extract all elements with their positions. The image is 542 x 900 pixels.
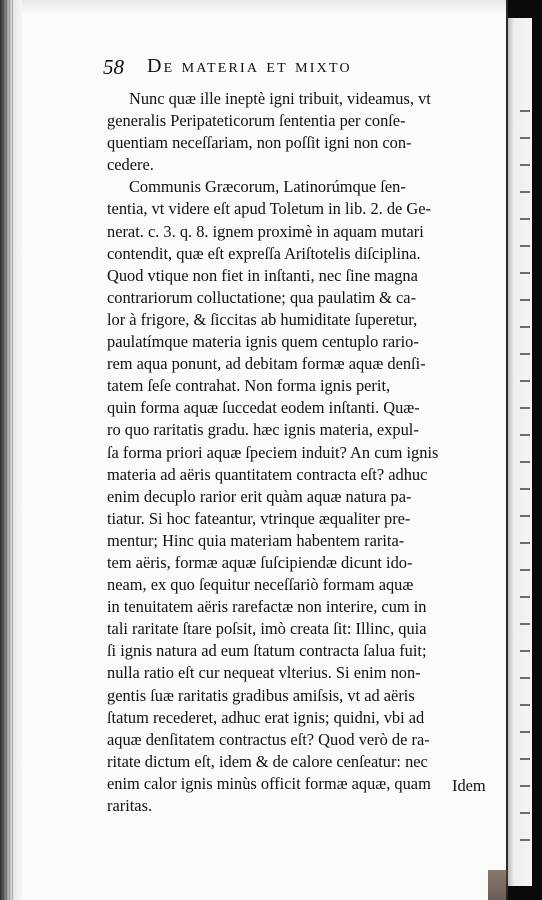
text-line: nerat. c. 3. q. 8. ignem proximè in aquam mutari [107,221,424,241]
text-line: cedere. [107,155,154,175]
body-text [107,88,497,817]
text-line: lor à frigore, & ſiccitas ab humiditate ſuperetur, [107,309,418,329]
text-line: materia ad aëris quantitatem contracta eſt? adhuc [107,464,428,484]
text-line: generalis Peripateticorum ſententia per conſe- [107,111,406,131]
text-line: contrariorum colluctatione; qua paulatim & ca- [107,287,417,307]
text-line: raritas. [107,796,153,815]
page-edges [3,0,13,900]
text-line: contendit, quæ eſt expreſſa Ariſtotelis diſciplina. [107,243,421,263]
binding-mark [488,870,508,900]
text-line: tentia, vt videre eſt apud Toletum in lib. 2. de Ge- [107,199,432,219]
text-line: tem aëris, formæ aquæ ſuſcipiendæ dicunt ido- [107,552,413,572]
page-header [103,55,483,85]
text-line: enim calor ignis minùs officit formæ aquæ, quam [107,773,431,793]
text-line: tatem ſeſe contrahat. Non forma ignis perit, [107,376,391,396]
text-line: rem aqua ponunt, ad debitam formæ aquæ denſi- [107,354,426,374]
text-line: mentur; Hinc quia materiam habentem rarita- [107,530,405,550]
text-line: Nunc quæ ille ineptè igni tribuit, videamus, vt [129,89,431,108]
text-line: enim decuplo rarior erit quàm aquæ natura pa- [107,486,412,506]
catchword: Idem [452,776,486,795]
text-line: ſtatum recederet, adhuc erat ignis; quidni, vbi ad [107,707,425,727]
text-line: quentiam neceſſariam, non poſſit igni non con- [107,133,412,153]
text-line: ro quo raritatis gradu. hæc ignis materia, expul- [107,420,419,440]
text-line: tiatur. Si hoc fateantur, vtrinque æqualiter pre- [107,508,411,528]
text-line: in tenuitatem aëris rarefactæ non interire, cum in [107,597,427,617]
running-head: De materia et mixto [147,55,352,77]
page-top-shadow [22,0,508,14]
text-line: ritate dictum eſt, idem & de calore cenſeatur: nec [107,751,428,771]
text-line: ſa forma priori aquæ ſpeciem induit? An cum ignis [107,442,439,462]
text-line: Quod vtique non fiet in inſtanti, nec ſine magna [107,265,418,285]
text-line: nulla ratio eſt cur nequeat vlterius. Si enim non- [107,663,421,683]
text-line: quin forma aquæ ſuccedat eodem inſtanti. Quæ- [107,398,420,418]
text-line: Communis Græcorum, Latinorúmque ſen- [129,177,406,197]
text-line: aquæ denſitatem contractus eſt? Quod verò de ra- [107,729,430,749]
text-line: neam, ex quo ſequitur neceſſariò formam aquæ [107,575,414,595]
text-line: gentis ſuæ raritatis gradibus amiſsis, vt ad aëris [107,685,415,705]
facing-page-text-bleed [520,90,530,850]
text-line: ſi ignis natura ad eum ſtatum contracta ſalua fuit; [107,641,427,661]
text-line: tali raritate ſtare poſsit, imò creata ſit: Illinc, quia [107,619,427,639]
page-number: 58 [103,55,124,79]
text-line: paulatímque materia ignis quem centuplo rario- [107,332,419,352]
